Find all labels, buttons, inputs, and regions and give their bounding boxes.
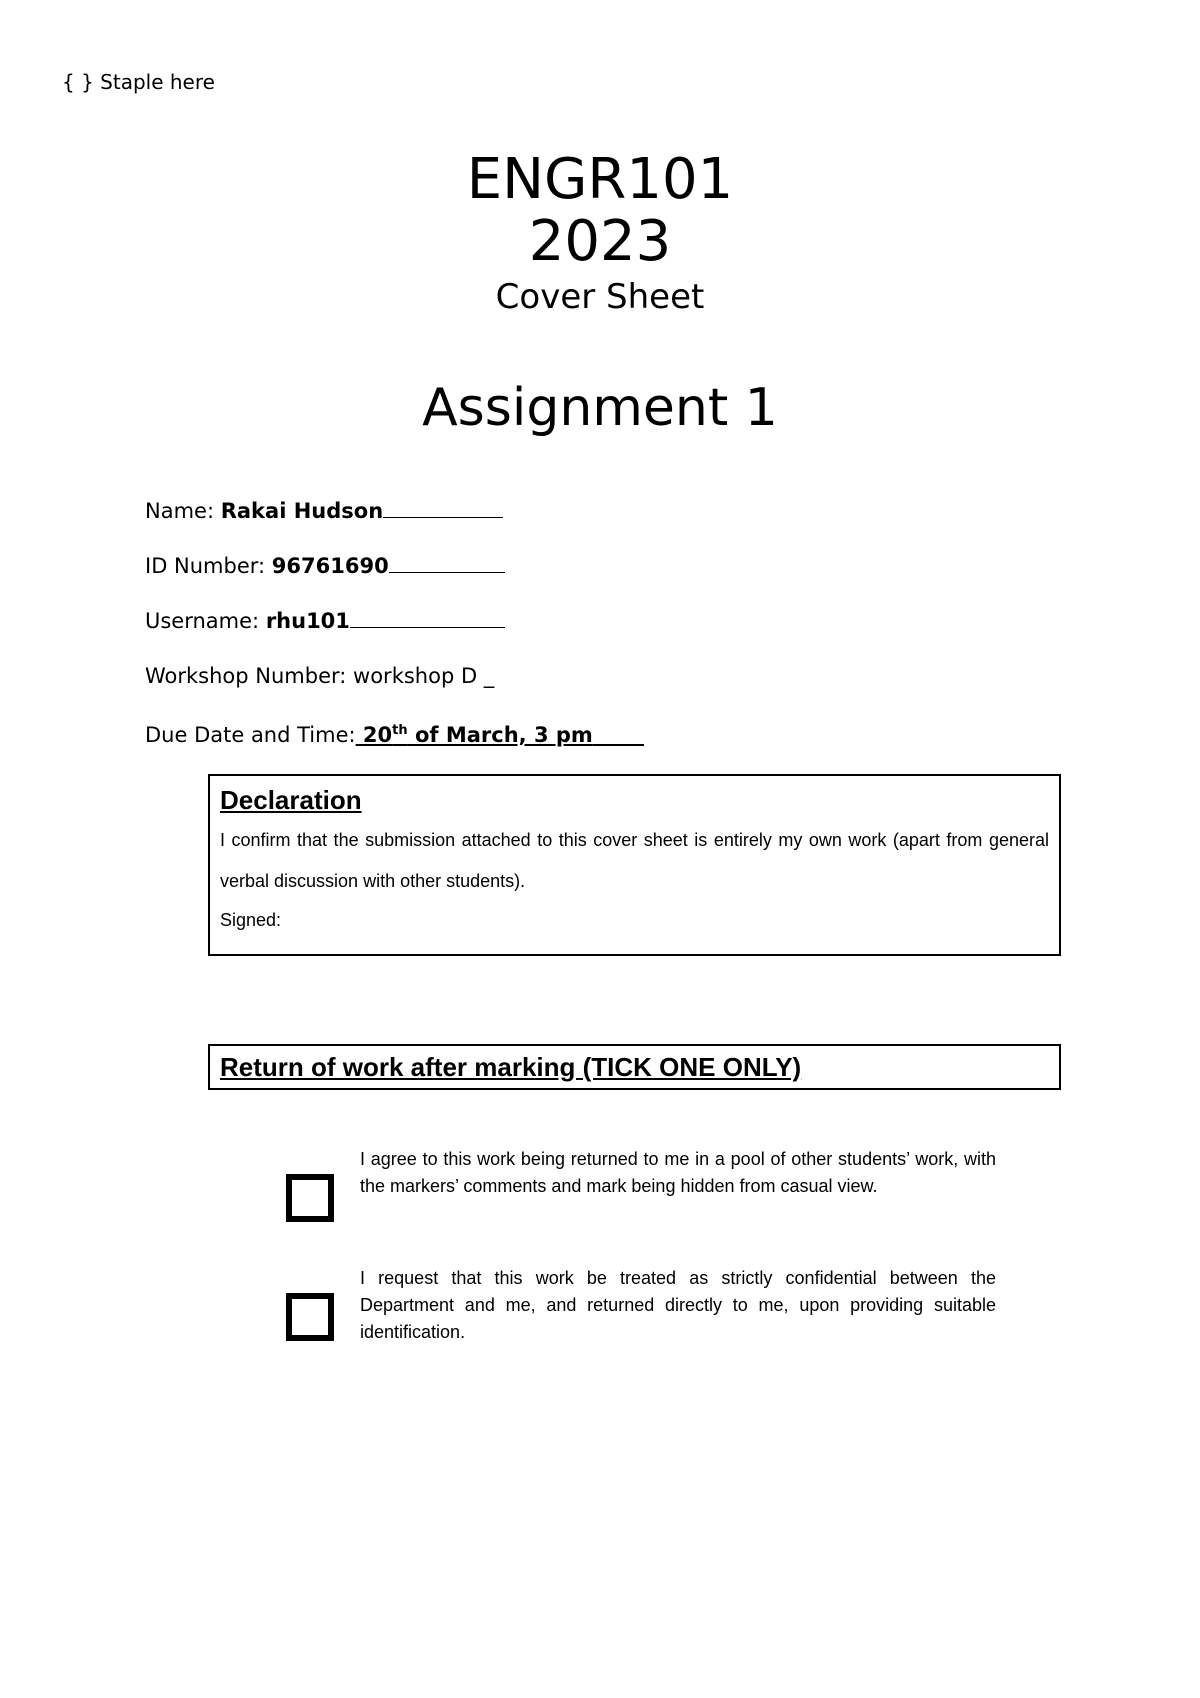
return-of-work-heading: Return of work after marking (TICK ONE ONLY) bbox=[208, 1044, 1061, 1090]
id-value[interactable]: 96761690 bbox=[271, 554, 389, 578]
staple-note: { } Staple here bbox=[62, 70, 215, 94]
assignment-title: Assignment 1 bbox=[422, 378, 778, 438]
username-label: Username: bbox=[145, 609, 266, 633]
name-label: Name: bbox=[145, 499, 221, 523]
title-block bbox=[0, 148, 1200, 318]
name-field bbox=[145, 496, 644, 551]
pool-return-text: I agree to this work being returned to me in a pool of other students’ work, with the markers’ comments and mark being hidden from casual view. bbox=[360, 1149, 996, 1196]
workshop-field bbox=[145, 661, 644, 716]
workshop-label: Workshop Number: bbox=[145, 664, 354, 688]
id-underline bbox=[389, 552, 505, 573]
due-day: 20 bbox=[362, 723, 393, 747]
return-option-confidential bbox=[286, 1265, 996, 1355]
pool-return-checkbox[interactable] bbox=[286, 1174, 334, 1222]
declaration-title: Declaration bbox=[220, 785, 362, 815]
due-value[interactable] bbox=[356, 723, 644, 747]
declaration-box bbox=[208, 774, 1061, 956]
username-value[interactable]: rhu101 bbox=[265, 609, 350, 633]
id-label: ID Number: bbox=[145, 554, 272, 578]
course-code: ENGR101 bbox=[466, 147, 734, 212]
due-rest: of March, 3 pm bbox=[407, 723, 593, 747]
due-label: Due Date and Time: bbox=[145, 723, 356, 747]
id-field bbox=[145, 551, 644, 606]
declaration-text: I confirm that the submission attached to this cover sheet is entirely my own work (apart from general verbal discussion with other students). bbox=[220, 830, 1049, 891]
confidential-return-checkbox[interactable] bbox=[286, 1293, 334, 1341]
name-value[interactable]: Rakai Hudson bbox=[220, 499, 384, 523]
cover-sheet-subtitle: Cover Sheet bbox=[495, 277, 705, 317]
confidential-return-text: I request that this work be treated as strictly confidential between the Department and me, and returned directly to me, upon providing suitable identification. bbox=[360, 1268, 996, 1342]
course-year: 2023 bbox=[528, 209, 672, 274]
return-option-pool bbox=[286, 1146, 996, 1236]
workshop-value[interactable]: workshop D _ bbox=[353, 664, 495, 688]
signed-label[interactable]: Signed: bbox=[220, 910, 282, 930]
username-field bbox=[145, 606, 644, 661]
due-date-field bbox=[145, 716, 644, 771]
due-day-suffix: th bbox=[392, 723, 408, 738]
student-details bbox=[145, 496, 644, 771]
name-underline bbox=[383, 497, 503, 518]
username-underline bbox=[350, 607, 505, 628]
